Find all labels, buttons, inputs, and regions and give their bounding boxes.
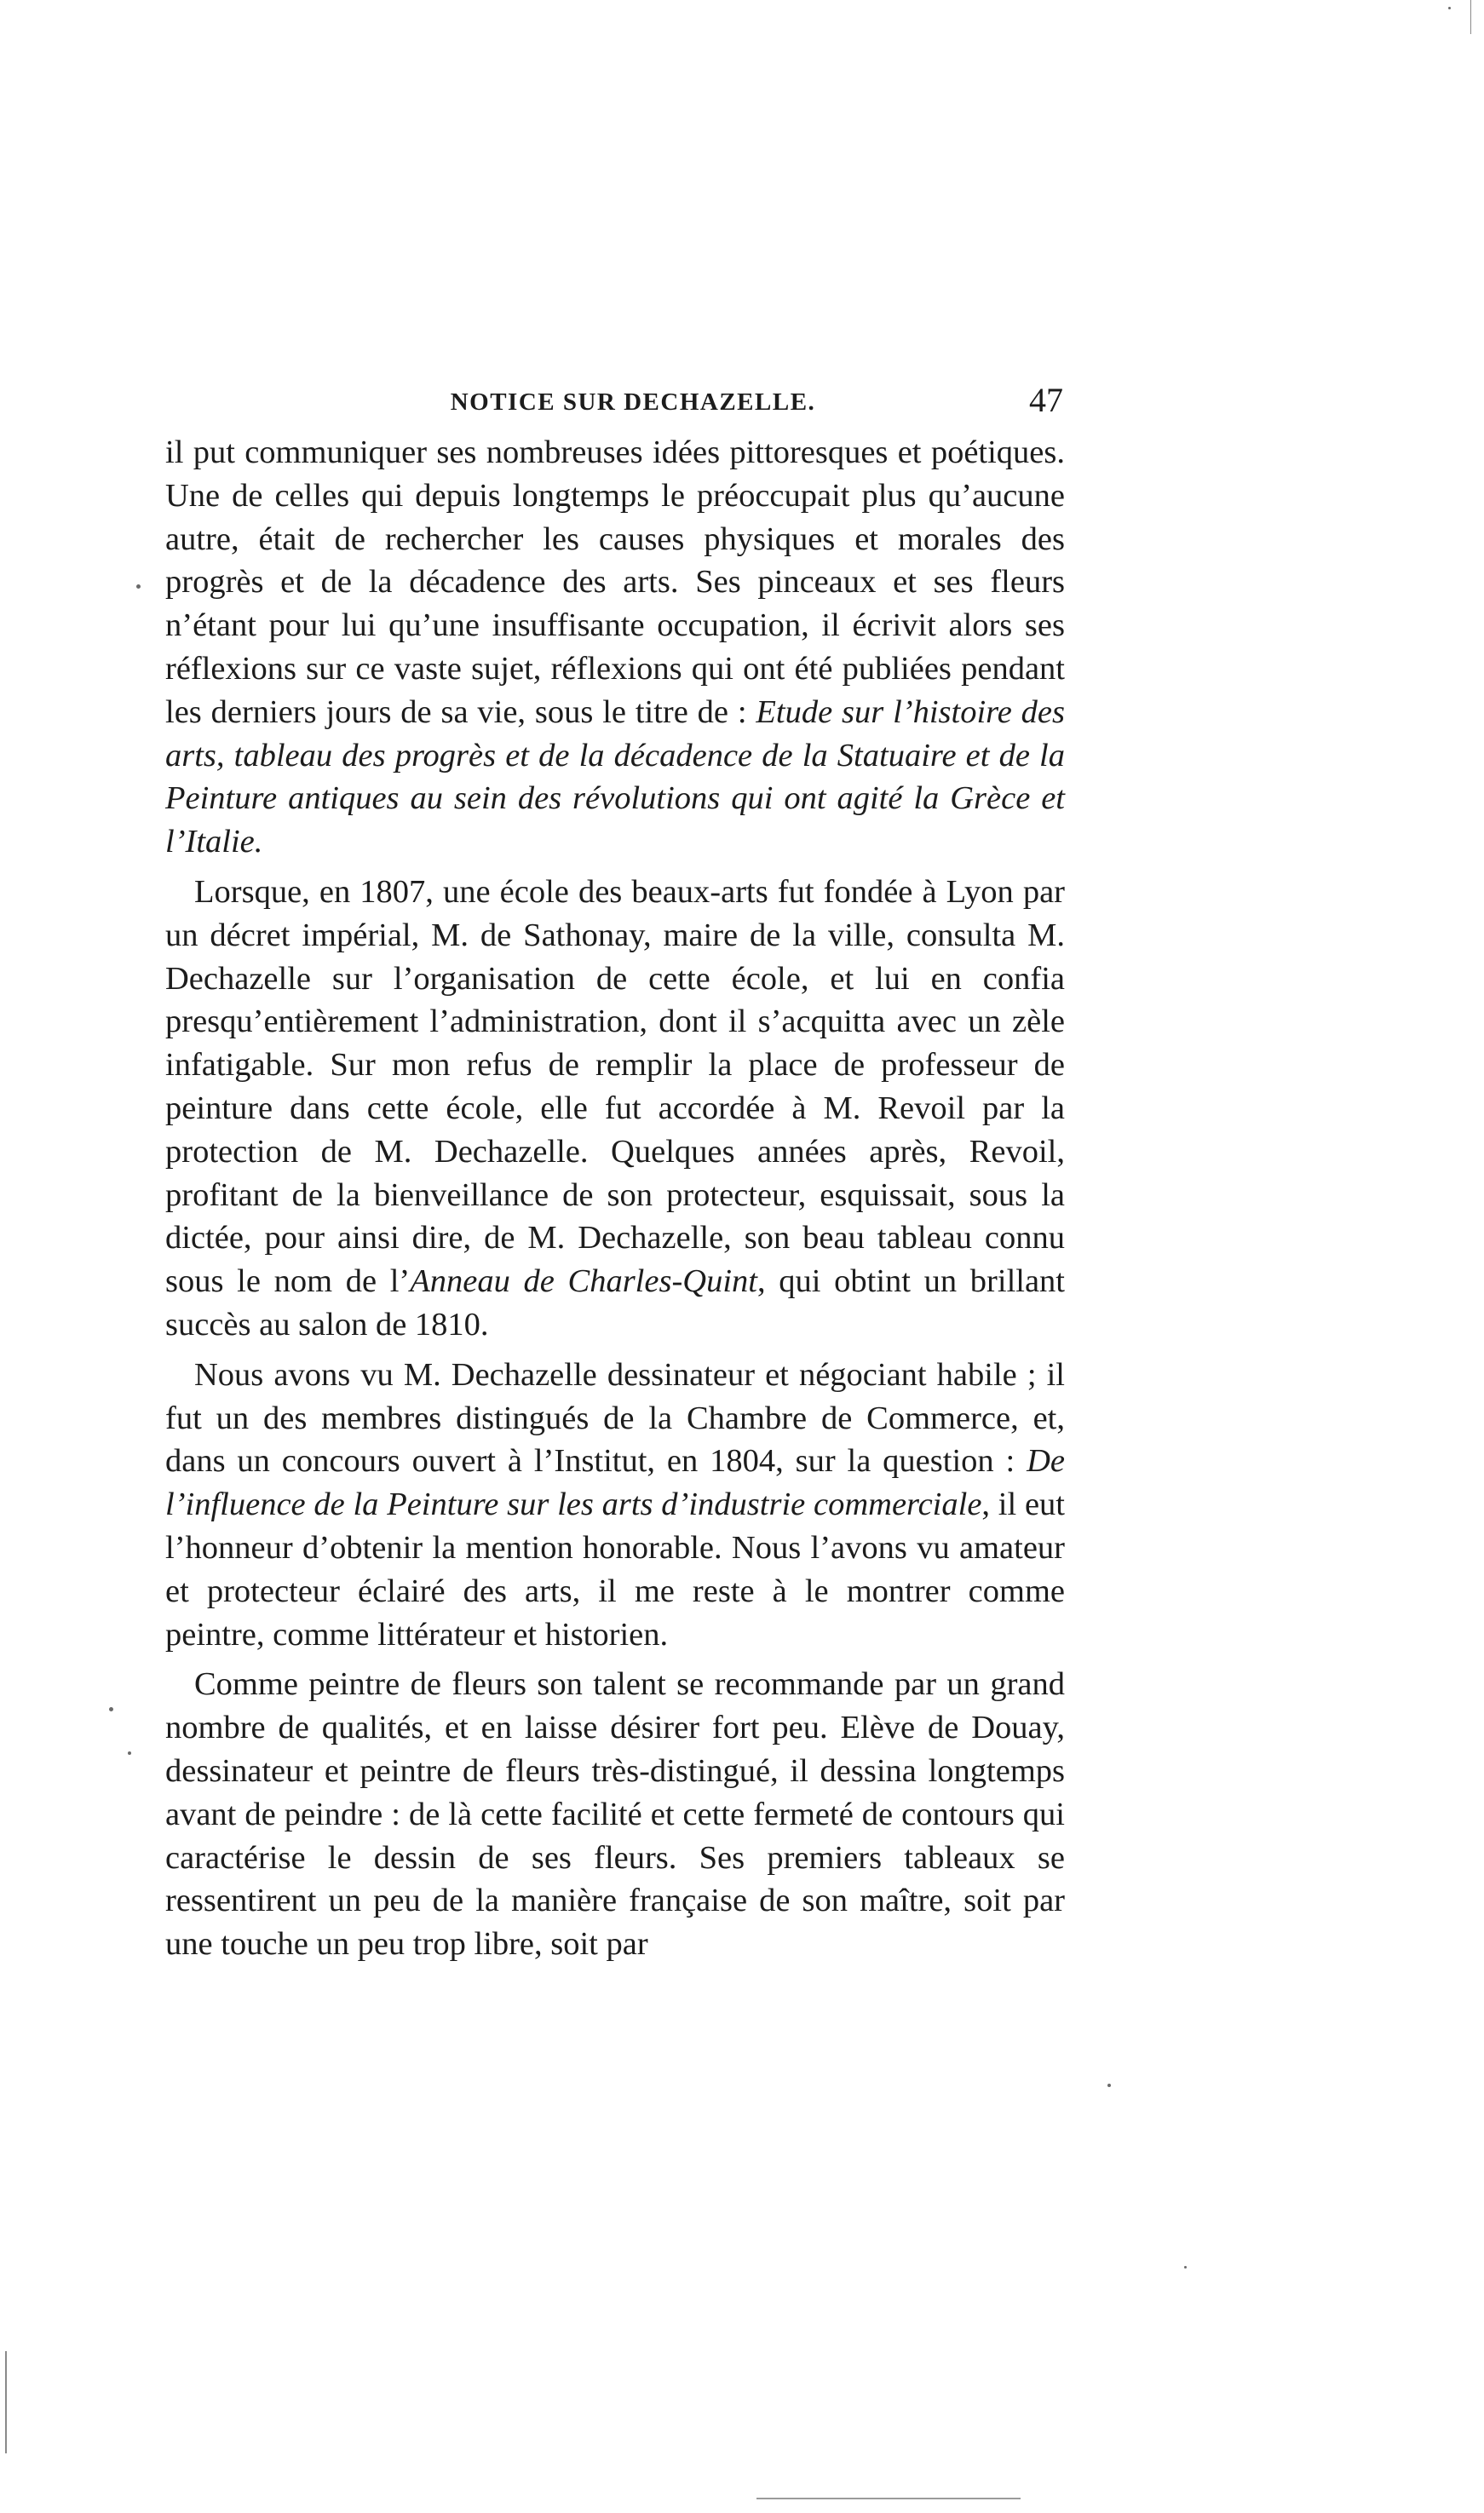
paragraph <box>165 1354 1065 1657</box>
bottom-rule <box>756 2498 1021 2499</box>
paragraph <box>165 431 1065 864</box>
page-edge-mark <box>5 2351 7 2453</box>
italic-text-run: De l’influence de la Peinture sur les arts d’industrie commerciale <box>165 1443 1065 1523</box>
margin-speck <box>1107 2084 1111 2087</box>
text-run: il put communiquer ses nombreuses idées pittoresques et poétiques. Une de celles qui depuis longtemps le préoccupait plus qu’aucune autre, était de rechercher les causes physiques et morales des progrès et de la décadence des arts. Ses pinceaux et ses fleurs n’étant pour lui qu’une insuffisante occupation, il écrivit alors ses réflexions sur ce vaste sujet, réflexions qui ont été publiées pendant les derniers jours de sa vie, sous le titre de : <box>165 434 1065 730</box>
running-title: NOTICE SUR DECHAZELLE. <box>450 388 816 416</box>
body-text <box>165 431 1065 1966</box>
margin-speck <box>109 1707 113 1711</box>
text-run: Comme peintre de fleurs son talent se recommande par un grand nombre de qualités, et en laisse désirer fort peu. Elève de Douay, dessinateur et peintre de fleurs très-distingué, il dessina longtemps avant de peindre : de là cette facilité et cette fermeté de contours qui caractérise le dessin de ses fleurs. Ses premiers tableaux se ressentirent un peu de la manière française de son maître, soit par une touche un peu trop libre, soit par <box>165 1666 1065 1963</box>
page-number: 47 <box>1029 381 1063 419</box>
running-head <box>194 373 1072 424</box>
text-run: , qui obtint un brillant succès au salon de 1810. <box>165 1263 1065 1343</box>
margin-speck <box>1448 7 1451 9</box>
italic-text-run: Etude sur l’histoire des arts, tableau des progrès et de la décadence de la Statuaire et de la Peinture antiques au sein des révolutions qui ont agité la Grèce et l’Italie. <box>165 693 1065 860</box>
text-run: Nous avons vu M. Dechazelle dessinateur et négociant habile ; il fut un des membres distingués de la Chambre de Commerce, et, dans un concours ouvert à l’Institut, en 1804, sur la question : <box>165 1356 1065 1480</box>
margin-speck <box>1184 2266 1187 2269</box>
margin-speck <box>136 584 141 589</box>
paragraph <box>165 871 1065 1347</box>
text-run: Lorsque, en 1807, une école des beaux-arts fut fondée à Lyon par un décret impérial, M. de Sathonay, maire de la ville, consulta M. Dechazelle sur l’organisation de cette école, et lui en confia presqu’entièrement l’administration, dont il s’acquitta avec un zèle infatigable. Sur mon refus de remplir la place de professeur de peinture dans cette école, elle fut accordée à M. Revoil par la protection de M. Dechazelle. Quelques années après, Revoil, profitant de la bienveillance de son protecteur, esquissait, sous la dictée, pour ainsi dire, de M. Dechazelle, son beau tableau connu sous le nom de l’ <box>165 873 1065 1300</box>
margin-speck <box>128 1751 131 1755</box>
page-edge-mark <box>1470 0 1471 34</box>
paragraph <box>165 1663 1065 1966</box>
italic-text-run: Anneau de Charles-Quint <box>410 1263 757 1300</box>
text-run: , il eut l’honneur d’obtenir la mention honorable. Nous l’avons vu amateur et protecteur éclairé des arts, il me reste à le montrer comme peintre, comme littérateur et historien. <box>165 1487 1065 1653</box>
